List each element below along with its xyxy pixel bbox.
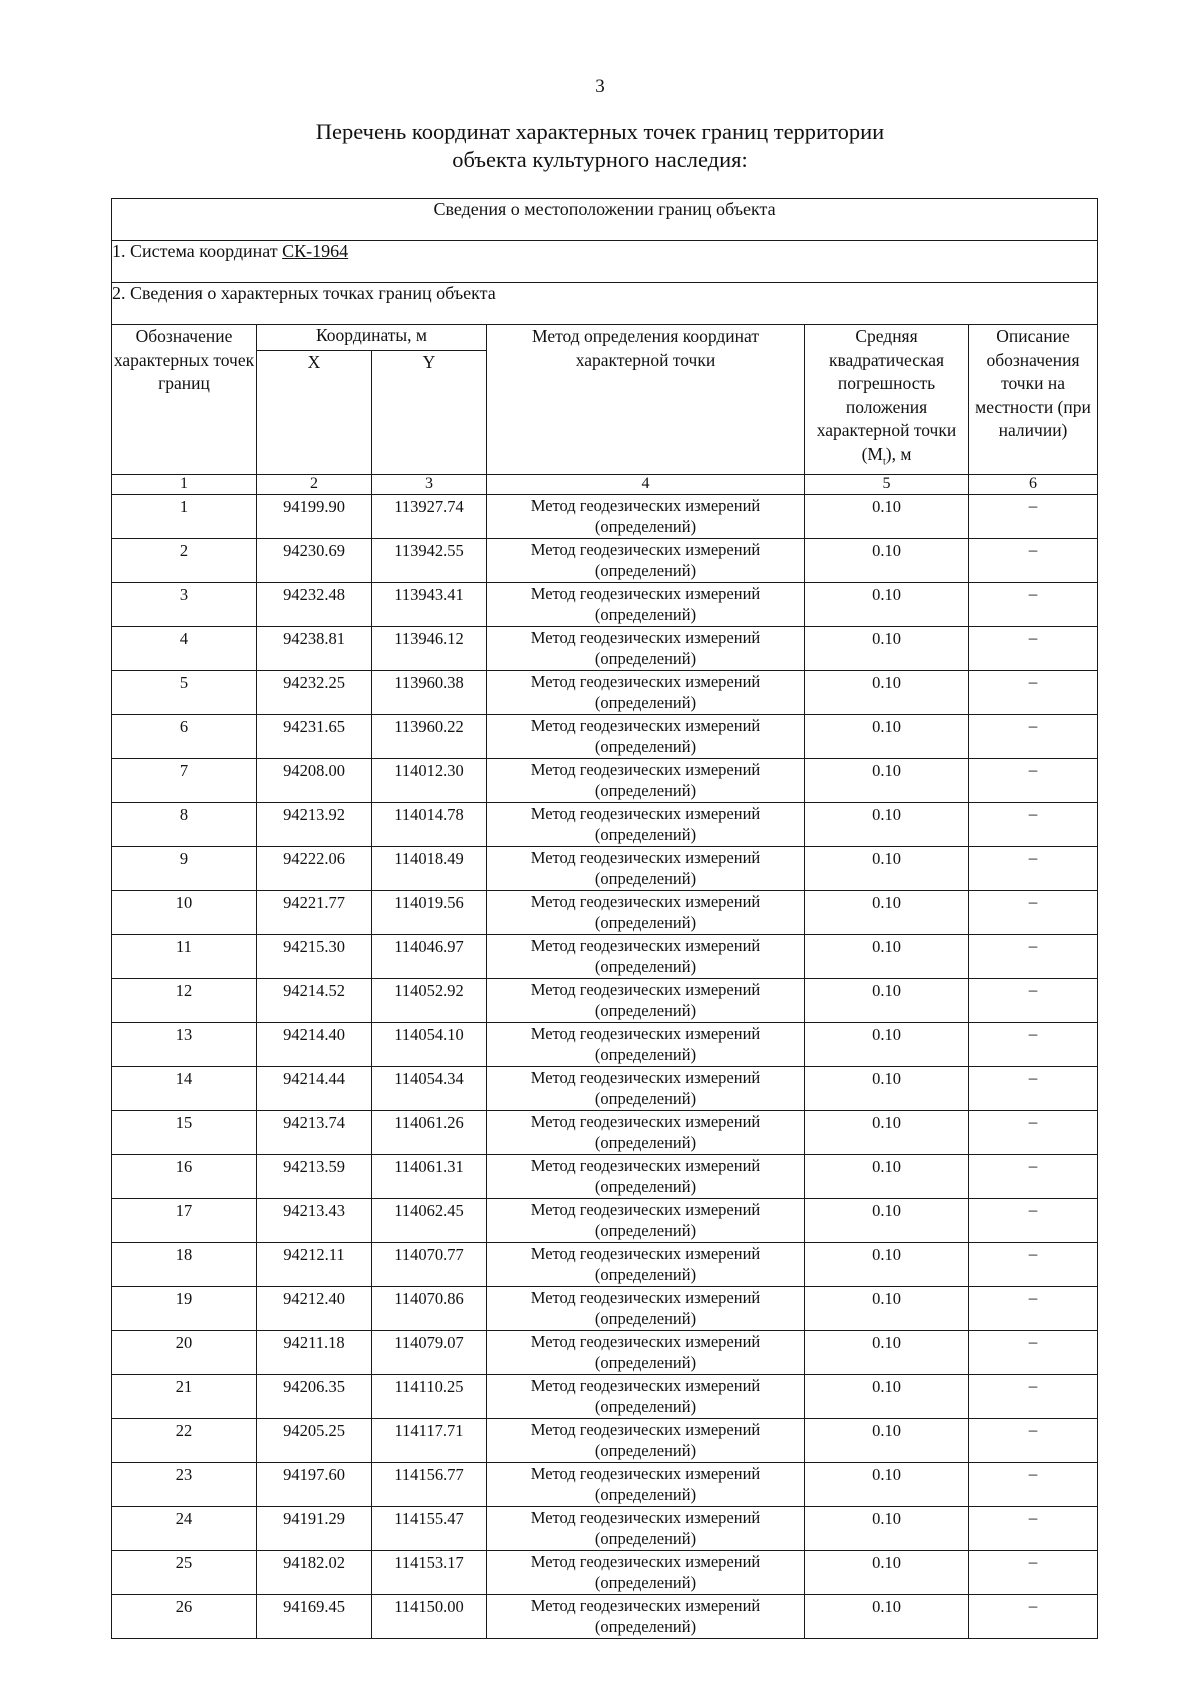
cell-description: – <box>969 758 1098 802</box>
cell-x: 94215.30 <box>257 934 372 978</box>
table-row <box>112 1330 1098 1374</box>
col-header-point: Обозначение характерных точек границ <box>112 325 257 475</box>
cell-point-number: 22 <box>112 1418 257 1462</box>
cell-description: – <box>969 846 1098 890</box>
cell-error: 0.10 <box>805 934 969 978</box>
cell-method: Метод геодезических измерений (определений) <box>487 582 805 626</box>
cell-error: 0.10 <box>805 714 969 758</box>
cell-point-number: 2 <box>112 538 257 582</box>
cell-error: 0.10 <box>805 1154 969 1198</box>
cell-description: – <box>969 1066 1098 1110</box>
cell-method: Метод геодезических измерений (определений) <box>487 1022 805 1066</box>
cell-error: 0.10 <box>805 1330 969 1374</box>
title-line-2: объекта культурного наследия: <box>452 147 748 172</box>
cell-description: – <box>969 802 1098 846</box>
cell-method: Метод геодезических измерений (определений) <box>487 1066 805 1110</box>
cell-x: 94214.44 <box>257 1066 372 1110</box>
cell-description: – <box>969 1506 1098 1550</box>
cell-method: Метод геодезических измерений (определений) <box>487 626 805 670</box>
cell-description: – <box>969 1022 1098 1066</box>
cell-y: 114046.97 <box>372 934 487 978</box>
cell-y: 114070.77 <box>372 1242 487 1286</box>
cell-method: Метод геодезических измерений (определений) <box>487 1594 805 1638</box>
cell-point-number: 5 <box>112 670 257 714</box>
cell-error: 0.10 <box>805 1242 969 1286</box>
cell-method: Метод геодезических измерений (определений) <box>487 1198 805 1242</box>
cell-y: 114054.34 <box>372 1066 487 1110</box>
cell-description: – <box>969 1550 1098 1594</box>
cell-x: 94211.18 <box>257 1330 372 1374</box>
cell-x: 94232.48 <box>257 582 372 626</box>
cell-y: 114019.56 <box>372 890 487 934</box>
cell-description: – <box>969 1594 1098 1638</box>
cell-method: Метод геодезических измерений (определений) <box>487 670 805 714</box>
table-row <box>112 626 1098 670</box>
cell-point-number: 7 <box>112 758 257 802</box>
cell-point-number: 20 <box>112 1330 257 1374</box>
cell-point-number: 12 <box>112 978 257 1022</box>
cell-y: 114110.25 <box>372 1374 487 1418</box>
cell-x: 94197.60 <box>257 1462 372 1506</box>
col-header-y: Y <box>372 350 487 474</box>
cell-x: 94214.52 <box>257 978 372 1022</box>
cell-point-number: 15 <box>112 1110 257 1154</box>
cell-error: 0.10 <box>805 1462 969 1506</box>
cell-point-number: 23 <box>112 1462 257 1506</box>
cell-error: 0.10 <box>805 890 969 934</box>
col-header-error-subscript: t <box>882 456 886 467</box>
cell-error: 0.10 <box>805 538 969 582</box>
cell-method: Метод геодезических измерений (определений) <box>487 1110 805 1154</box>
col-number: 2 <box>257 474 372 494</box>
cell-y: 114079.07 <box>372 1330 487 1374</box>
cell-point-number: 4 <box>112 626 257 670</box>
cell-description: – <box>969 1198 1098 1242</box>
table-row <box>112 1550 1098 1594</box>
cell-point-number: 1 <box>112 494 257 538</box>
cell-method: Метод геодезических измерений (определений) <box>487 1330 805 1374</box>
title-line-1: Перечень координат характерных точек границ территории <box>315 119 885 144</box>
cell-x: 94213.59 <box>257 1154 372 1198</box>
cell-y: 113943.41 <box>372 582 487 626</box>
cell-description: – <box>969 1330 1098 1374</box>
col-number: 3 <box>372 474 487 494</box>
cell-error: 0.10 <box>805 1198 969 1242</box>
table-header-row <box>112 199 1098 241</box>
table-row <box>112 1594 1098 1638</box>
cell-error: 0.10 <box>805 1022 969 1066</box>
coordinate-system-cell <box>112 241 1098 283</box>
cell-method: Метод геодезических измерений (определений) <box>487 1154 805 1198</box>
table-row <box>112 1506 1098 1550</box>
cell-error: 0.10 <box>805 1286 969 1330</box>
cell-y: 114062.45 <box>372 1198 487 1242</box>
cell-y: 114052.92 <box>372 978 487 1022</box>
cell-method: Метод геодезических измерений (определений) <box>487 934 805 978</box>
cell-method: Метод геодезических измерений (определений) <box>487 802 805 846</box>
cell-error: 0.10 <box>805 1110 969 1154</box>
cell-method: Метод геодезических измерений (определений) <box>487 1506 805 1550</box>
cell-description: – <box>969 1462 1098 1506</box>
cell-error: 0.10 <box>805 758 969 802</box>
cell-point-number: 10 <box>112 890 257 934</box>
cell-point-number: 13 <box>112 1022 257 1066</box>
cell-error: 0.10 <box>805 1506 969 1550</box>
cell-y: 114012.30 <box>372 758 487 802</box>
cell-description: – <box>969 1374 1098 1418</box>
column-header-row-1 <box>112 325 1098 351</box>
cell-method: Метод геодезических измерений (определений) <box>487 1286 805 1330</box>
cell-description: – <box>969 1286 1098 1330</box>
cell-point-number: 25 <box>112 1550 257 1594</box>
cell-error: 0.10 <box>805 1550 969 1594</box>
cell-method: Метод геодезических измерений (определений) <box>487 538 805 582</box>
table-row <box>112 846 1098 890</box>
cell-y: 114061.26 <box>372 1110 487 1154</box>
cell-description: – <box>969 978 1098 1022</box>
cell-description: – <box>969 538 1098 582</box>
cell-point-number: 24 <box>112 1506 257 1550</box>
cell-y: 114156.77 <box>372 1462 487 1506</box>
coordinate-system-value: СК-1964 <box>282 241 349 261</box>
cell-method: Метод геодезических измерений (определений) <box>487 1242 805 1286</box>
cell-error: 0.10 <box>805 626 969 670</box>
table-row <box>112 758 1098 802</box>
table-row <box>112 494 1098 538</box>
cell-method: Метод геодезических измерений (определений) <box>487 890 805 934</box>
cell-description: – <box>969 494 1098 538</box>
cell-error: 0.10 <box>805 1418 969 1462</box>
table-row <box>112 1286 1098 1330</box>
table-row <box>112 1374 1098 1418</box>
cell-x: 94231.65 <box>257 714 372 758</box>
table-row <box>112 714 1098 758</box>
cell-point-number: 14 <box>112 1066 257 1110</box>
table-row <box>112 1022 1098 1066</box>
table-row <box>112 802 1098 846</box>
table-row <box>112 670 1098 714</box>
cell-y: 114150.00 <box>372 1594 487 1638</box>
cell-description: – <box>969 626 1098 670</box>
page-number: 3 <box>595 76 605 97</box>
cell-x: 94230.69 <box>257 538 372 582</box>
cell-point-number: 21 <box>112 1374 257 1418</box>
cell-method: Метод геодезических измерений (определений) <box>487 846 805 890</box>
cell-method: Метод геодезических измерений (определений) <box>487 1550 805 1594</box>
cell-description: – <box>969 582 1098 626</box>
table-row <box>112 1110 1098 1154</box>
table-row <box>112 1462 1098 1506</box>
cell-description: – <box>969 934 1098 978</box>
col-header-method: Метод определения координат характерной точки <box>487 325 805 475</box>
col-number: 6 <box>969 474 1098 494</box>
col-header-error <box>805 325 969 475</box>
cell-description: – <box>969 714 1098 758</box>
cell-method: Метод геодезических измерений (определений) <box>487 1418 805 1462</box>
cell-point-number: 9 <box>112 846 257 890</box>
col-header-x: X <box>257 350 372 474</box>
cell-error: 0.10 <box>805 1594 969 1638</box>
cell-x: 94212.11 <box>257 1242 372 1286</box>
cell-y: 113960.22 <box>372 714 487 758</box>
cell-error: 0.10 <box>805 1374 969 1418</box>
col-header-coordinates: Координаты, м <box>257 325 487 351</box>
column-number-row <box>112 474 1098 494</box>
cell-x: 94206.35 <box>257 1374 372 1418</box>
cell-description: – <box>969 1242 1098 1286</box>
coordinates-table <box>111 198 1098 1639</box>
cell-point-number: 3 <box>112 582 257 626</box>
cell-x: 94208.00 <box>257 758 372 802</box>
table-row <box>112 1066 1098 1110</box>
table-row <box>112 934 1098 978</box>
cell-x: 94169.45 <box>257 1594 372 1638</box>
cell-y: 114155.47 <box>372 1506 487 1550</box>
cell-method: Метод геодезических измерений (определений) <box>487 1374 805 1418</box>
cell-point-number: 6 <box>112 714 257 758</box>
cell-x: 94199.90 <box>257 494 372 538</box>
col-number: 4 <box>487 474 805 494</box>
coordinate-system-row <box>112 241 1098 283</box>
cell-x: 94212.40 <box>257 1286 372 1330</box>
table-row <box>112 1154 1098 1198</box>
cell-y: 114070.86 <box>372 1286 487 1330</box>
col-number: 1 <box>112 474 257 494</box>
cell-x: 94191.29 <box>257 1506 372 1550</box>
document-title <box>0 118 1200 174</box>
cell-x: 94213.92 <box>257 802 372 846</box>
cell-point-number: 17 <box>112 1198 257 1242</box>
cell-point-number: 18 <box>112 1242 257 1286</box>
col-header-description: Описание обозначения точки на местности (при наличии) <box>969 325 1098 475</box>
cell-y: 114018.49 <box>372 846 487 890</box>
cell-x: 94205.25 <box>257 1418 372 1462</box>
table-row <box>112 1418 1098 1462</box>
cell-error: 0.10 <box>805 494 969 538</box>
table-row <box>112 1242 1098 1286</box>
cell-x: 94238.81 <box>257 626 372 670</box>
cell-x: 94214.40 <box>257 1022 372 1066</box>
cell-method: Метод геодезических измерений (определений) <box>487 758 805 802</box>
cell-point-number: 26 <box>112 1594 257 1638</box>
cell-x: 94221.77 <box>257 890 372 934</box>
cell-x: 94222.06 <box>257 846 372 890</box>
cell-point-number: 8 <box>112 802 257 846</box>
table-row <box>112 978 1098 1022</box>
table-row <box>112 1198 1098 1242</box>
cell-method: Метод геодезических измерений (определений) <box>487 978 805 1022</box>
table-row <box>112 582 1098 626</box>
cell-y: 114014.78 <box>372 802 487 846</box>
cell-point-number: 16 <box>112 1154 257 1198</box>
cell-x: 94232.25 <box>257 670 372 714</box>
cell-x: 94182.02 <box>257 1550 372 1594</box>
cell-y: 114054.10 <box>372 1022 487 1066</box>
cell-method: Метод геодезических измерений (определений) <box>487 494 805 538</box>
col-header-error-unit: ), м <box>885 443 912 464</box>
cell-error: 0.10 <box>805 802 969 846</box>
cell-y: 113942.55 <box>372 538 487 582</box>
section-2-row <box>112 283 1098 325</box>
cell-error: 0.10 <box>805 978 969 1022</box>
cell-description: – <box>969 1154 1098 1198</box>
cell-y: 113946.12 <box>372 626 487 670</box>
cell-x: 94213.74 <box>257 1110 372 1154</box>
col-number: 5 <box>805 474 969 494</box>
cell-description: – <box>969 1418 1098 1462</box>
cell-description: – <box>969 1110 1098 1154</box>
table-main-header: Сведения о местоположении границ объекта <box>112 199 1098 241</box>
cell-y: 114117.71 <box>372 1418 487 1462</box>
coordinate-system-label: 1. Система координат <box>112 241 283 261</box>
cell-y: 114153.17 <box>372 1550 487 1594</box>
cell-y: 113960.38 <box>372 670 487 714</box>
cell-error: 0.10 <box>805 670 969 714</box>
cell-description: – <box>969 670 1098 714</box>
table-row <box>112 890 1098 934</box>
cell-method: Метод геодезических измерений (определений) <box>487 714 805 758</box>
cell-point-number: 19 <box>112 1286 257 1330</box>
section-2-title: 2. Сведения о характерных точках границ объекта <box>112 283 1098 325</box>
cell-error: 0.10 <box>805 582 969 626</box>
cell-error: 0.10 <box>805 1066 969 1110</box>
cell-method: Метод геодезических измерений (определений) <box>487 1462 805 1506</box>
cell-y: 113927.74 <box>372 494 487 538</box>
cell-x: 94213.43 <box>257 1198 372 1242</box>
cell-description: – <box>969 890 1098 934</box>
cell-point-number: 11 <box>112 934 257 978</box>
cell-error: 0.10 <box>805 846 969 890</box>
table-row <box>112 538 1098 582</box>
col-header-error-text: Средняя квадратическая погрешность положения характерной точки (M <box>816 326 957 464</box>
cell-y: 114061.31 <box>372 1154 487 1198</box>
